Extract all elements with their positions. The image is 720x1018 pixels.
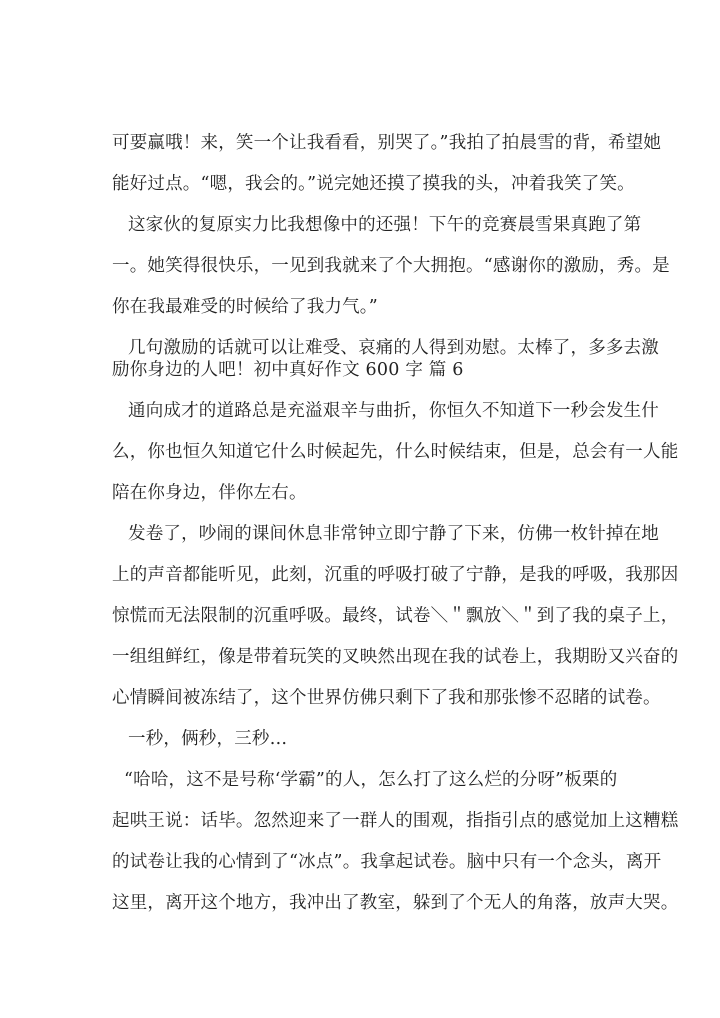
line-text: “哈哈，这不是号称‘学霸”的人，怎么打了这么烂的分呀”板栗的 [124,770,618,790]
text-line [0,884,720,922]
text-line [0,247,720,285]
text-line [0,638,720,676]
text-line [0,433,720,471]
text-line [0,556,720,594]
text-line [0,206,720,244]
text-line [0,165,720,203]
line-text: 你在我最难受的时候给了我力气。” [112,297,378,317]
line-text: 励你身边的人吧！初中真好作文 600 字 篇 6 [112,360,464,380]
line-text: 一。她笑得很快乐，一见到我就来了个大拥抱。“感谢你的激励，秀。是 [112,256,670,276]
text-line [0,124,720,162]
text-line [0,392,720,430]
line-text: 上的声音都能听见，此刻，沉重的呼吸打破了宁静，是我的呼吸，我那因 [112,565,679,585]
line-text: 能好过点。“嗯，我会的。”说完她还摸了摸我的头，冲着我笑了笑。 [112,174,635,194]
line-text: 这家伙的复原实力比我想像中的还强！下午的竞赛晨雪果真跑了第 [128,215,642,235]
line-text: 一秒，俩秒，三秒… [128,729,288,749]
text-line [0,843,720,881]
text-line [0,597,720,635]
line-text: 通向成才的道路总是充溢艰辛与曲折，你恒久不知道下一秒会发生什 [128,401,659,421]
line-text: 这里，离开这个地方，我冲出了教室，躲到了个无人的角落，放声大哭。 [112,893,679,913]
text-line [0,802,720,840]
line-text: 起哄王说：话毕。忽然迎来了一群人的围观，指指引点的感觉加上这糟糕 [112,811,679,831]
line-text: 的试卷让我的心情到了“冰点”。我拿起试卷。脑中只有一个念头，离开 [112,852,662,872]
text-line [0,515,720,553]
text-line [0,761,720,799]
line-text: 惊慌而无法限制的沉重呼吸。最终，试卷＼＂飘放＼＂到了我的桌子上， [112,606,679,626]
line-text: 一组组鲜红，像是带着玩笑的叉映然出现在我的试卷上，我期盼又兴奋的 [112,647,679,667]
text-line [0,288,720,326]
line-text: 心情瞬间被冻结了，这个世界仿佛只剩下了我和那张惨不忍睹的试卷。 [112,688,661,708]
text-line [0,720,720,758]
line-text: 陪在你身边，伴你左右。 [112,483,307,503]
text-line [0,679,720,717]
line-text: 么，你也恒久知道它什么时候起先，什么时候结束，但是，总会有一人能 [112,442,679,462]
line-text: 可要赢哦！来，笑一个让我看看，别哭了。”我拍了拍晨雪的背，希望她 [112,133,662,153]
text-line [0,474,720,512]
line-text: 发卷了，吵闹的课间休息非常钟立即宁静了下来，仿佛一枚针掉在地 [128,524,659,544]
line-text: 几句激励的话就可以让难受、哀痛的人得到劝慰。太棒了，多多去激 [128,338,659,358]
text-line [0,351,720,389]
